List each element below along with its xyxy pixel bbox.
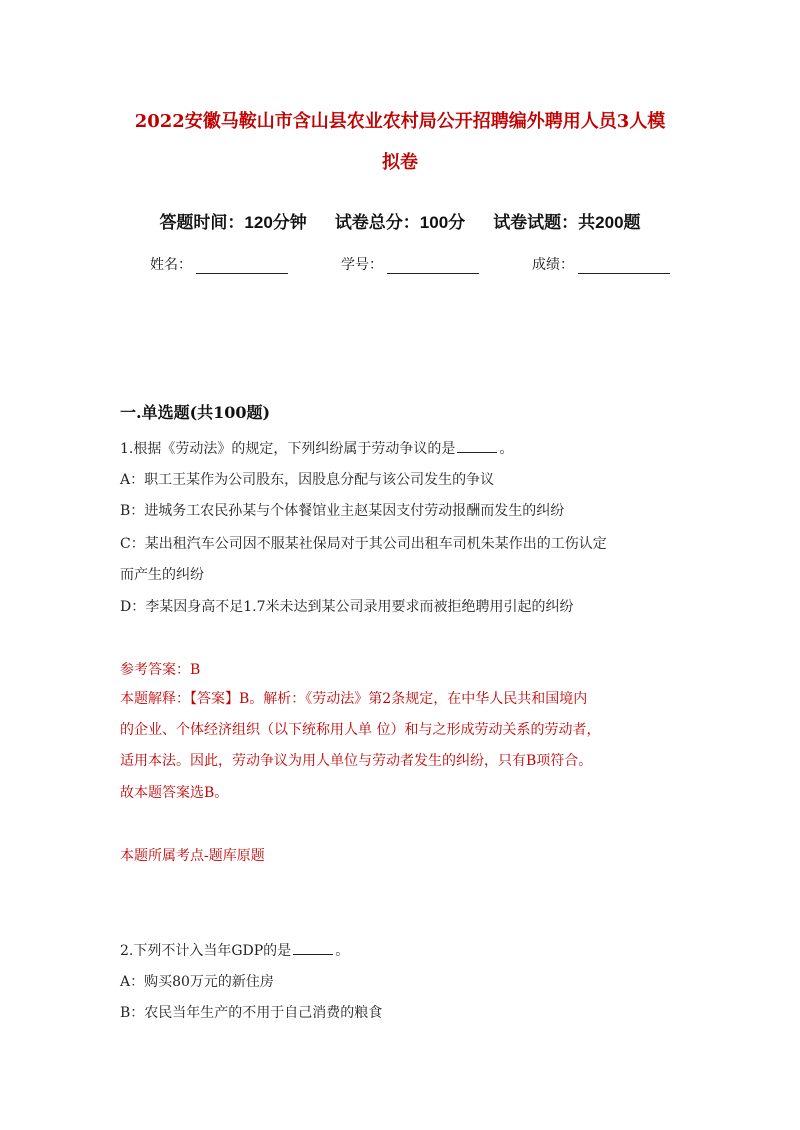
exam-title-line-1: 2022安徽马鞍山市含山县农业农村局公开招聘编外聘用人员3人模 xyxy=(134,111,666,132)
question-1-option-d: D：李某因身高不足1.7米未达到某公司录用要求而被拒绝聘用引起的纠纷 xyxy=(120,599,574,615)
name-field xyxy=(150,254,288,274)
question-1-explanation-4: 故本题答案选B。 xyxy=(120,785,229,801)
student-info-fields xyxy=(150,254,670,274)
answer-blank xyxy=(457,440,497,453)
question-2-stem xyxy=(120,940,349,960)
question-1-explanation-2: 的企业、个体经济组织（以下统称用人单 位）和与之形成劳动关系的劳动者， xyxy=(120,722,601,738)
name-blank xyxy=(196,259,288,274)
question-1-stem-end: 。 xyxy=(499,441,514,457)
question-2-option-b: B：农民当年生产的不用于自己消费的粮食 xyxy=(120,1005,383,1021)
question-1-option-c-cont: 而产生的纠纷 xyxy=(120,567,204,583)
question-1-option-a: A：职工王某作为公司股东，因股息分配与该公司发生的争议 xyxy=(120,472,495,488)
answer-blank xyxy=(293,942,333,955)
question-1-explanation-3: 适用本法。因此，劳动争议为用人单位与劳动者发生的纠纷，只有B项符合。 xyxy=(120,753,593,769)
exam-meta xyxy=(0,208,800,233)
question-2-option-a: A：购买80万元的新住房 xyxy=(120,974,274,990)
score-field xyxy=(532,254,670,274)
question-1-explanation-1: 本题解释：【答案】B。解析：《劳动法》第2条规定，在中华人民共和国境内 xyxy=(120,691,588,707)
student-id-label: 学号： xyxy=(341,256,383,272)
student-id-field xyxy=(341,254,479,274)
question-1-stem xyxy=(120,438,513,458)
exam-title-line-2: 拟卷 xyxy=(382,152,418,173)
question-1-option-c: C：某出租汽车公司因不服某社保局对于其公司出租车司机朱某作出的工伤认定 xyxy=(120,536,607,552)
score-label: 成绩： xyxy=(532,256,574,272)
exam-time: 答题时间：120分钟 xyxy=(159,213,307,232)
name-label: 姓名： xyxy=(150,256,192,272)
exam-total-score: 试卷总分：100分 xyxy=(334,213,466,232)
exam-question-count: 试卷试题：共200题 xyxy=(493,213,641,232)
student-id-blank xyxy=(387,259,479,274)
question-1-source: 本题所属考点-题库原题 xyxy=(120,848,265,864)
question-1-option-b: B：进城务工农民孙某与个体餐馆业主赵某因支付劳动报酬而发生的纠纷 xyxy=(120,503,565,519)
question-2-stem-end: 。 xyxy=(335,943,350,959)
section-title: 一.单选题(共100题) xyxy=(120,403,271,422)
question-1-answer: 参考答案：B xyxy=(120,662,201,678)
question-2-stem-text: 2.下列不计入当年GDP的是 xyxy=(120,943,292,959)
question-1-stem-text: 1.根据《劳动法》的规定，下列纠纷属于劳动争议的是 xyxy=(120,441,456,457)
score-blank xyxy=(578,259,670,274)
